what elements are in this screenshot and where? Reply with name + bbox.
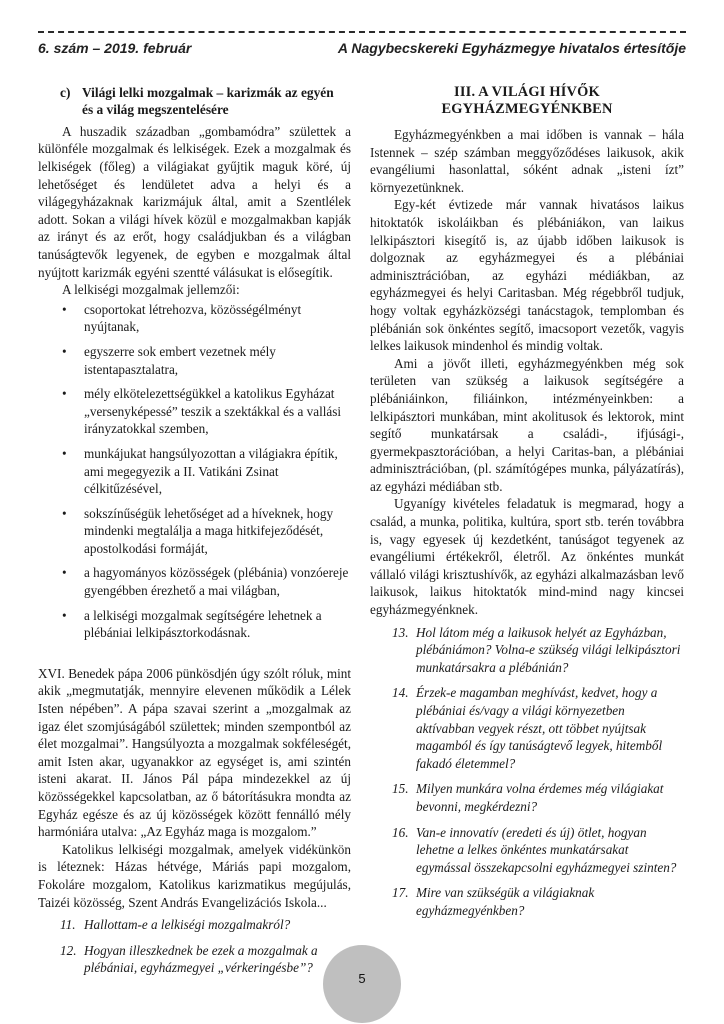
list-item: • munkájukat hangsúlyozottan a világiakra építik, ami megegyezik a II. Vatikáni Zsinat célkitűzésével, [62, 445, 338, 497]
header-rule [38, 31, 686, 33]
bullet-icon: • [62, 301, 67, 317]
question-item [370, 780, 684, 815]
question-number: 17. [392, 885, 409, 901]
header-issue: 6. szám – 2019. február [38, 40, 192, 56]
question-number: 11. [60, 917, 76, 933]
bullet-icon: • [62, 343, 67, 359]
question-text: Hallottam-e a lelkiségi mozgalmakról? [84, 917, 291, 933]
section-c-heading [38, 84, 351, 119]
section-iii-title-line1: III. A VILÁGI HÍVŐK [454, 84, 600, 100]
question-text: Van-e innovatív (eredeti és új) ötlet, hogyan lehetne a lelkes önkéntes munkatársakat egymással összekapcsolni egyházmegyei szinten? [416, 824, 677, 875]
question-text: Hol látom még a laikusok helyét az Egyházban, plébániámon? Volna-e szükség világi lelkipásztori munkatársakra a plébánián? [416, 624, 681, 675]
question-number: 14. [392, 685, 409, 701]
section-iii-heading [370, 84, 684, 118]
bullet-icon: • [62, 386, 67, 402]
bullet-icon: • [62, 565, 67, 581]
paragraph: Ami a jövőt illeti, egyházmegyénkben még sok területen van szükség a laikusok segítségére a plébániáinkon, filiáinkon, intézményeinkben: a lelkipásztori munkában, mint akolitusok és lektorok, mint segítő munkatársak a családi-, ifjúsági-, gyermekpasztorációban, a helyi Caritas-ban, a plébániai adminisztrációban, (pl. számítógépes munka, pályázatírás), az egyházi médiában stb. [370, 355, 684, 494]
list-item: • sokszínűségük lehetőséget ad a híveknek, hogy mindenki megtalálja a maga hitkifejeződését, apostolkodási formáját, [62, 505, 334, 556]
paragraph: XVI. Benedek pápa 2006 pünkösdjén úgy szólt róluk, mint akik „megmutatják, mennyire elevenen működik a Lélek Isten népében”. A pápa szavai szerint a „mozgalmak az igaz élet szomjúságából születtek; minden szempontból az élet mozgalmai”. Hangsúlyozta a mozgalmak sokféleségét, amit Isten akar, ugyanakkor az egységet is, ami szintén isteni akarat. II. János Pál pápa mindezekkel az új közösségekkel kapcsolatban, az ő bátorításukra mondta az Egyház egésze és az új közösségek között fennálló mély harmóniára utalva: „Az Egyház maga is mozgalom.” [38, 665, 351, 840]
list-item: • a hagyományos közösségek (plébánia) vonzóereje gyengébben érezhető a mai világban, [62, 565, 349, 599]
paragraph: Katolikus lelkiségi mozgalmak, amelyek vidékünkön is léteznek: Házas hétvége, Máriás papi mozgalom, Fokoláre mozgalom, Katolikus karizmatikus megújulás, Taizéi közösség, Szent András Evangelizációs Iskola... [38, 841, 351, 910]
question-item [38, 942, 351, 977]
header-publication: A Nagybecskereki Egyházmegye hivatalos értesítője [337, 40, 686, 56]
characteristics-list [38, 301, 351, 642]
question-list [370, 624, 684, 920]
bullet-icon: • [62, 607, 67, 623]
left-column [38, 84, 351, 985]
question-item [370, 824, 684, 877]
question-item [370, 684, 684, 772]
question-text: Mire van szükségük a világiaknak egyházmegyénkben? [416, 885, 595, 918]
section-iii-title-line2: EGYHÁZMEGYÉNKBEN [441, 101, 613, 117]
section-c-label: c) [60, 85, 71, 100]
question-text: Érzek-e magamban meghívást, kedvet, hogy a plébániai és/vagy a világi környezetben aktívabban vegyek részt, ott többet nyújtsak magamból és így tanúságtevő legyek, hitemből fakadó életemmel? [416, 685, 663, 771]
paragraph: A lelkiségi mozgalmak jellemzői: [62, 282, 240, 298]
paragraph: Egy-két évtizede már vannak hivatásos laikus hitoktatók iskoláikban és plébániákon, van laikus lelkipásztori kisegítő is, az újabb időben laikusok is dolgoznak az egyházmegyei és a plébániai adminisztrációban, az egyházi médiákban, az egyházmegyei és helyi Caritasban. Még régebbről tudjuk, hogy voltak egyházközségi tanácstagok, templomban és plébánián sok önkéntes segítő, imacsoport vezetők, vagyis lelkes laikusok mindenhol és mindig voltak. [370, 197, 684, 354]
question-item [370, 884, 684, 919]
question-text: Milyen munkára volna érdemes még világiakat bevonni, megkérdezni? [416, 781, 664, 814]
paragraph: Egyházmegyénkben a mai időben is vannak – hála Istennek – szép számban meggyőződéses laikusok, akik evangéliumi hasonlattal, sóként adnak „isteni ízt” környezetünknek. [370, 127, 684, 195]
question-number: 13. [392, 624, 409, 640]
right-column [370, 84, 684, 928]
bullet-icon: • [62, 445, 67, 461]
question-text: Hogyan illeszkednek be ezek a mozgalmak a plébániai, egyházmegyei „vérkeringésbe”? [84, 942, 318, 976]
question-item [38, 916, 351, 934]
question-list [38, 916, 351, 977]
paragraph: Ugyanígy kivételes feladatuk is megmarad, hogy a család, a munka, politika, kultúra, sport stb. terén továbbra is, vagy egyesek új kezdetként, tanúságot tegyenek az evangéliumi értékekről, életről. Az önkéntes munkát vállaló világi krisztushívők, az egyházi alkalmazásban levő laikusok, laikus hitoktatók mind-mind nagy kincsei egyházmegyénknek. [370, 496, 684, 618]
list-item: • mély elkötelezettségükkel a katolikus Egyházat „versenyképessé” teszik a szektákkal és a vallási irányzatokkal szemben, [62, 386, 342, 437]
running-header [38, 40, 686, 56]
question-number: 12. [60, 942, 77, 958]
page-number: 5 [358, 971, 366, 986]
list-item: • a lelkiségi mozgalmak segítségére lehetnek a plébániai lelkipásztorkodásnak. [62, 607, 322, 641]
list-item: • egyszerre sok embert vezetnek mély istentapasztalatra, [62, 343, 276, 377]
section-c-title: Világi lelki mozgalmak – karizmák az egyén és a világ megszentelésére [82, 85, 334, 118]
question-number: 15. [392, 781, 409, 797]
question-item [370, 624, 684, 677]
list-item: • csoportokat létrehozva, közösségélményt nyújtanak, [62, 301, 302, 335]
question-number: 16. [392, 824, 409, 840]
paragraph: A huszadik században „gombamódra” születtek a különféle mozgalmak és lelkiségek. Ezek a mozgalmak és lelkiségek (főleg) a világiakat gyűjtik maguk köré, új lehetőséget és lendületet adva a helyi és a világegyházaknak karizmájuk által, amit a Szentlélek adott. Sokan a világi hívek közül e mozgalmakban kapják az irányt és az erőt, hogy családjukban és a világban tanúságtevők legyenek, de egyben e mozgalmak által nyújtott karizmák egyéni szentté válásukat is elősegítik. [38, 123, 351, 280]
bullet-icon: • [62, 505, 67, 521]
